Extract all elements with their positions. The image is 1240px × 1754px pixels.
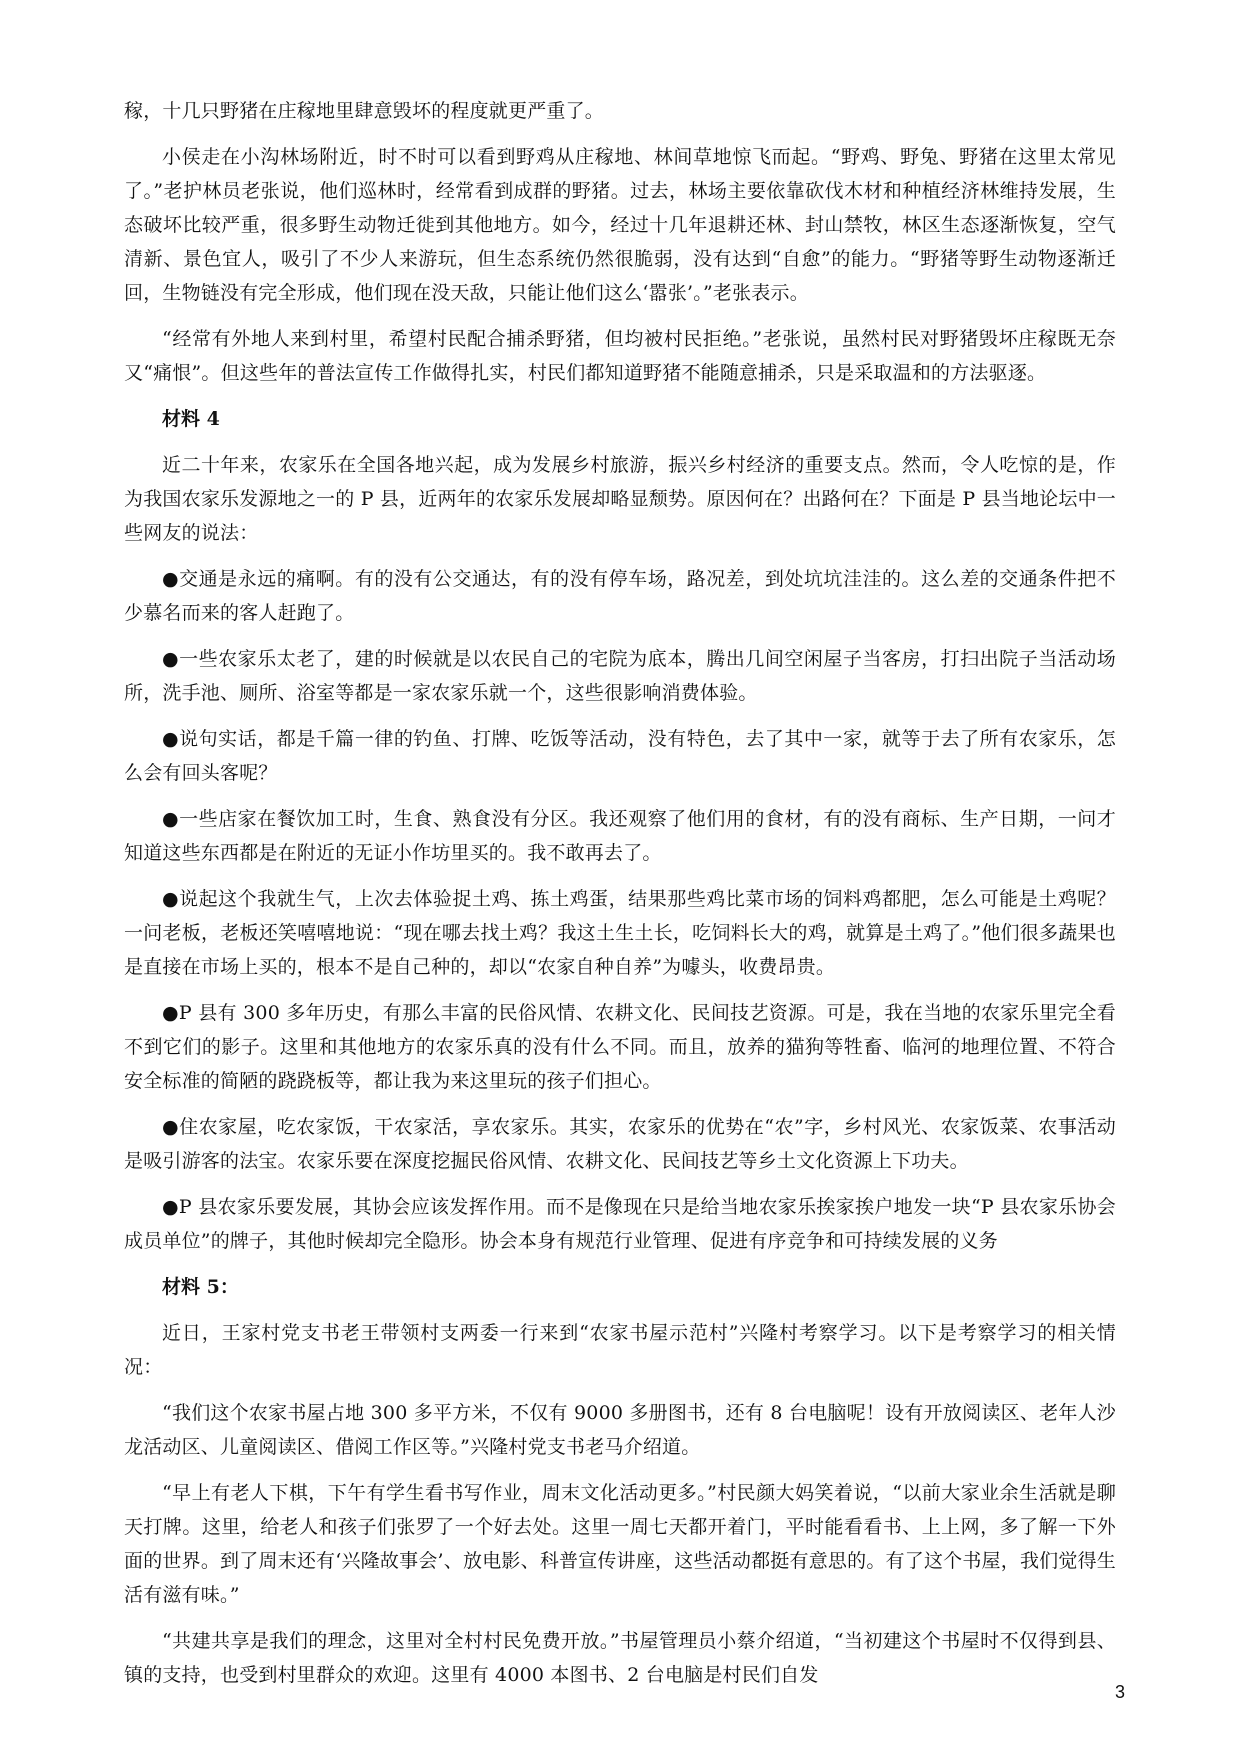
paragraph: “共建共享是我们的理念，这里对全村村民免费开放。”书屋管理员小蔡介绍道，“当初建这个书屋时不仅得到县、镇的支持，也受到村里群众的欢迎。这里有 4000 本图书、2 台电脑是村民们自发 <box>124 1630 1116 1686</box>
document-page <box>124 94 1116 1704</box>
paragraph: “我们这个农家书屋占地 300 多平方米，不仅有 9000 多册图书，还有 8 台电脑呢！设有开放阅读区、老年人沙龙活动区、儿童阅读区、借阅工作区等。”兴隆村党支书老马介绍道。 <box>124 1402 1116 1458</box>
paragraph: “早上有老人下棋，下午有学生看书写作业，周末文化活动更多。”村民颜大妈笑着说，“以前大家业余生活就是聊天打牌。这里，给老人和孩子们张罗了一个好去处。这里一周七天都开着门，平时能看看书、上上网，多了解一下外面的世界。到了周末还有‘兴隆故事会’、放电影、科普宣传讲座，这些活动都挺有意思的。有了这个书屋，我们觉得生活有滋有味。” <box>124 1482 1116 1606</box>
section-heading: 材料 4 <box>162 408 220 430</box>
paragraph: 小侯走在小沟林场附近，时不时可以看到野鸡从庄稼地、林间草地惊飞而起。“野鸡、野兔、野猪在这里太常见了。”老护林员老张说，他们巡林时，经常看到成群的野猪。过去，林场主要依靠砍伐木材和种植经济林维持发展，生态破坏比较严重，很多野生动物迁徙到其他地方。如今，经过十几年退耕还林、封山禁牧，林区生态逐渐恢复，空气清新、景色宜人，吸引了不少人来游玩，但生态系统仍然很脆弱，没有达到“自愈”的能力。“野猪等野生动物逐渐迁回，生物链没有完全形成，他们现在没天敌，只能让他们这么‘嚣张’。”老张表示。 <box>124 146 1116 304</box>
paragraph: 近二十年来，农家乐在全国各地兴起，成为发展乡村旅游，振兴乡村经济的重要支点。然而，令人吃惊的是，作为我国农家乐发源地之一的 P 县，近两年的农家乐发展却略显颓势。原因何在？出路何在？下面是 P 县当地论坛中一些网友的说法： <box>124 454 1116 544</box>
bullet-item: ●说句实话，都是千篇一律的钓鱼、打牌、吃饭等活动，没有特色，去了其中一家，就等于去了所有农家乐，怎么会有回头客呢？ <box>124 728 1116 784</box>
section-heading: 材料 5： <box>162 1276 239 1298</box>
page-number: 3 <box>1114 1682 1125 1702</box>
paragraph: “经常有外地人来到村里，希望村民配合捕杀野猪，但均被村民拒绝。”老张说，虽然村民对野猪毁坏庄稼既无奈又“痛恨”。但这些年的普法宣传工作做得扎实，村民们都知道野猪不能随意捕杀，只是采取温和的方法驱逐。 <box>124 328 1116 384</box>
bullet-item: ●一些农家乐太老了，建的时候就是以农民自己的宅院为底本，腾出几间空闲屋子当客房，打扫出院子当活动场所，洗手池、厕所、浴室等都是一家农家乐就一个，这些很影响消费体验。 <box>124 648 1116 704</box>
bullet-item: ●说起这个我就生气，上次去体验捉土鸡、拣土鸡蛋，结果那些鸡比菜市场的饲料鸡都肥，怎么可能是土鸡呢？一问老板，老板还笑嘻嘻地说：“现在哪去找土鸡？我这土生土长，吃饲料长大的鸡，就算是土鸡了。”他们很多蔬果也是直接在市场上买的，根本不是自己种的，却以“农家自种自养”为噱头，收费昂贵。 <box>124 888 1116 978</box>
bullet-item: ●交通是永远的痛啊。有的没有公交通达，有的没有停车场，路况差，到处坑坑洼洼的。这么差的交通条件把不少慕名而来的客人赶跑了。 <box>124 568 1116 624</box>
bullet-item: ●P 县农家乐要发展，其协会应该发挥作用。而不是像现在只是给当地农家乐挨家挨户地发一块“P 县农家乐协会成员单位”的牌子，其他时候却完全隐形。协会本身有规范行业管理、促进有序竞争和可持续发展的义务 <box>124 1196 1116 1252</box>
bullet-item: ●一些店家在餐饮加工时，生食、熟食没有分区。我还观察了他们用的食材，有的没有商标、生产日期，一问才知道这些东西都是在附近的无证小作坊里买的。我不敢再去了。 <box>124 808 1116 864</box>
bullet-item: ●住农家屋，吃农家饭，干农家活，享农家乐。其实，农家乐的优势在“农”字，乡村风光、农家饭菜、农事活动是吸引游客的法宝。农家乐要在深度挖掘民俗风情、农耕文化、民间技艺等乡土文化资源上下功夫。 <box>124 1116 1116 1172</box>
bullet-item: ●P 县有 300 多年历史，有那么丰富的民俗风情、农耕文化、民间技艺资源。可是，我在当地的农家乐里完全看不到它们的影子。这里和其他地方的农家乐真的没有什么不同。而且，放养的猫狗等牲畜、临河的地理位置、不符合安全标准的简陋的跷跷板等，都让我为来这里玩的孩子们担心。 <box>124 1002 1116 1092</box>
paragraph: 稼，十几只野猪在庄稼地里肆意毁坏的程度就更严重了。 <box>124 100 605 122</box>
paragraph: 近日，王家村党支书老王带领村支两委一行来到“农家书屋示范村”兴隆村考察学习。以下是考察学习的相关情况： <box>124 1322 1116 1378</box>
